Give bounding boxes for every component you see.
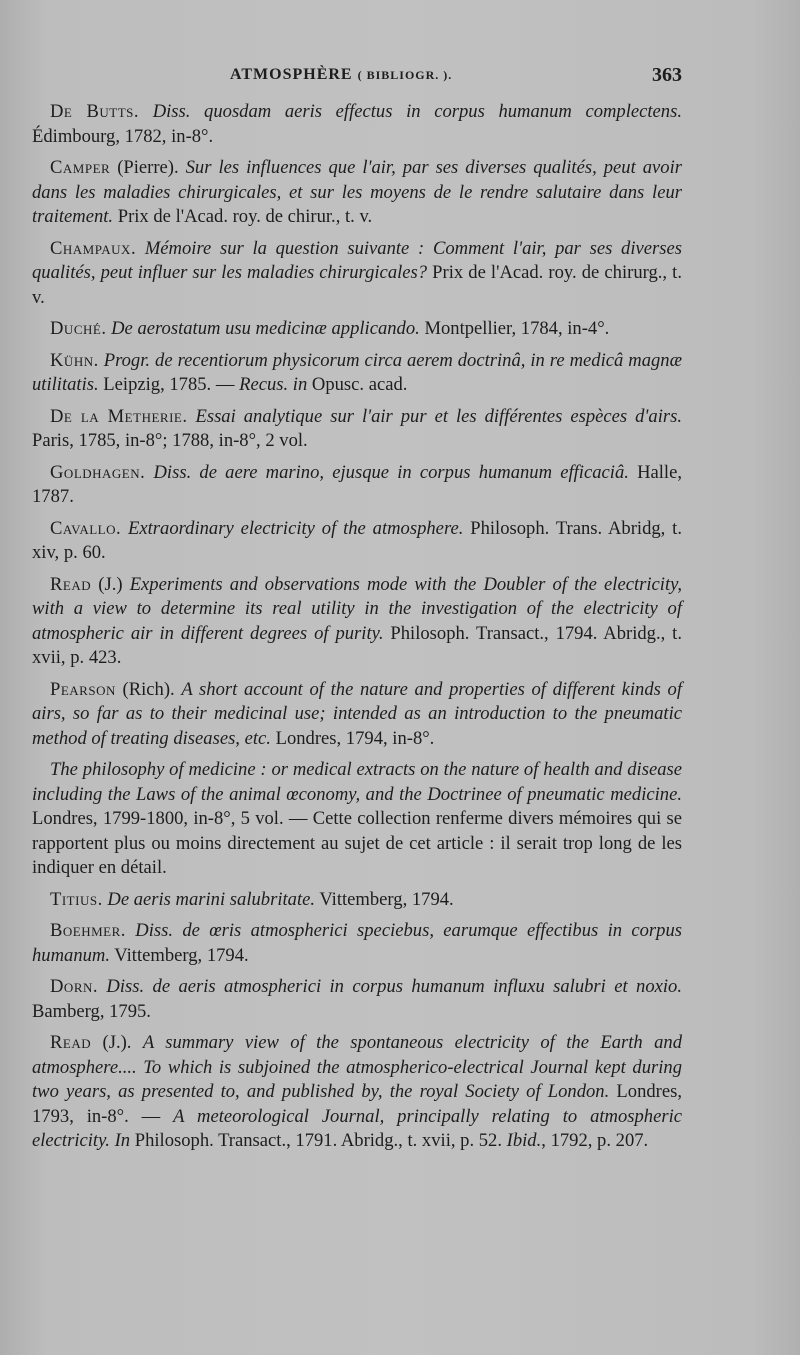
entry-title-tertiary: Ibid. xyxy=(506,1130,542,1151)
entry-imprint: Édimbourg, 1782, in-8°. xyxy=(32,125,214,147)
entry-author: De la Metherie. xyxy=(50,405,188,427)
bibliography-entry xyxy=(32,237,682,311)
entry-title-secondary: A meteorological Journal, principally relating to atmospheric electricity. In xyxy=(32,1105,682,1151)
entry-title: Diss. de œris atmospherici speciebus, earumque effectibus in corpus humanum. xyxy=(32,920,682,966)
bibliography-entry xyxy=(32,975,682,1024)
entry-author: Kühn. xyxy=(50,349,99,371)
bibliography-entry xyxy=(32,317,682,342)
bibliography-entry xyxy=(32,573,682,671)
bibliography-entry xyxy=(32,349,682,398)
bibliography-entry xyxy=(32,919,682,968)
entry-imprint: Paris, 1785, in-8°; 1788, in-8°, 2 vol. xyxy=(32,430,308,451)
entry-imprint: Halle, 1787. xyxy=(32,461,682,507)
running-title xyxy=(230,66,452,84)
entry-title: Progr. de recentiorum physicorum circa aerem doctrinâ, in re medicâ magnæ utilitatis. xyxy=(32,349,682,395)
entry-title: Sur les influences que l'air, par ses diverses qualités, peut avoir dans les maladies chirurgicales, et sur les moyens de le rendre salutaire dans leur traitement. xyxy=(32,157,682,227)
entry-imprint: Londres, 1794, in-8°. xyxy=(270,727,435,749)
entry-author: Camper xyxy=(50,157,111,178)
entry-imprint: Montpellier, 1784, in-4°. xyxy=(419,318,610,339)
entry-author: Read xyxy=(50,1032,92,1053)
entry-author-extra: (J.). xyxy=(91,1032,143,1053)
entry-imprint: Vittemberg, 1794. xyxy=(315,888,454,910)
running-title-sub: ( BIBLIOGR. ). xyxy=(357,68,453,82)
entry-author: Boehmer. xyxy=(50,920,126,941)
entry-author-extra: (Pierre). xyxy=(110,157,186,178)
entry-author: Champaux. xyxy=(50,237,137,259)
entry-author: Duché. xyxy=(50,318,107,339)
entry-imprint: Prix de l'Acad. roy. de chirur., t. v. xyxy=(113,206,373,227)
bibliography-entry xyxy=(32,100,682,149)
bibliography-entry xyxy=(32,156,682,230)
bibliography-entry xyxy=(32,1031,682,1154)
entry-imprint: Philosoph. Transact., 1794. Abridg., t. xvii, p. 423. xyxy=(32,622,683,668)
entry-author: Goldhagen. xyxy=(50,461,146,483)
entry-imprint-secondary: Philosoph. Transact., 1791. Abridg., t. xvii, p. 52. xyxy=(130,1130,507,1151)
page-header xyxy=(0,66,800,96)
entry-imprint-tertiary: , 1792, p. 207. xyxy=(541,1130,649,1151)
entry-author: De Butts. xyxy=(50,101,140,122)
page-number: 363 xyxy=(652,64,682,86)
entry-imprint: Prix de l'Acad. roy. de chirurg., t. v. xyxy=(32,262,682,308)
bibliography-list xyxy=(32,100,682,1161)
entry-author: Cavallo. xyxy=(50,517,122,539)
entry-title: Diss. de aeris atmospherici in corpus humanum influxu salubri et noxio. xyxy=(106,976,682,997)
entry-imprint: Bamberg, 1795. xyxy=(32,1000,151,1022)
entry-title: Essai analytique sur l'air pur et les différentes espèces d'airs. xyxy=(195,405,682,427)
entry-title: Experiments and observations mode with the Doubler of the electricity, with a view to determine its real utility in the investigation of the electricity of atmospheric air in different degrees of purity. xyxy=(32,573,682,644)
entry-title: A short account of the nature and properties of different kinds of airs, so far as to their medicinal use; intended as an introduction to the pneumatic method of treating diseases, etc. xyxy=(32,678,682,749)
bibliography-entry xyxy=(32,888,682,913)
entry-title: Diss. quosdam aeris effectus in corpus humanum complectens. xyxy=(152,101,682,122)
bibliography-entry xyxy=(32,758,682,881)
running-title-main: ATMOSPHÈRE xyxy=(230,66,353,83)
entry-imprint: Leipzig, 1785. — xyxy=(98,374,240,395)
entry-title: A summary view of the spontaneous electricity of the Earth and atmosphere.... To which is subjoined the atmospherico-electrical Journal kept during two years, as presented to, and published by, the royal Society of London. xyxy=(32,1032,682,1102)
entry-imprint: Londres, 1793, in-8°. — xyxy=(32,1081,682,1127)
entry-author-extra: (J.) xyxy=(91,573,130,595)
entry-imprint: Londres, 1799-1800, in-8°, 5 vol. — Cette collection renferme divers mémoires qui se rapportent plus ou moins directement au sujet de cet article : il serait trop long de les indiquer en détail. xyxy=(32,808,682,878)
entry-title: Extraordinary electricity of the atmosphere. xyxy=(128,517,464,539)
entry-title: Diss. de aere marino, ejusque in corpus humanum efficaciâ. xyxy=(153,461,629,483)
bibliography-entry xyxy=(32,517,682,566)
bibliography-entry xyxy=(32,405,682,454)
bibliography-entry xyxy=(32,461,682,510)
entry-imprint-secondary: Opusc. acad. xyxy=(307,374,408,395)
entry-author-extra: (Rich). xyxy=(115,678,182,700)
entry-title: Mémoire sur la question suivante : Comment l'air, par ses diverses qualités, peut influer sur les maladies chirurgicales? xyxy=(32,237,682,283)
entry-title: De aerostatum usu medicinæ applicando. xyxy=(111,318,420,339)
entry-author: Pearson xyxy=(50,678,116,700)
entry-title: De aeris marini salubritate. xyxy=(107,888,316,910)
bibliography-entry xyxy=(32,678,682,752)
entry-author: Dorn. xyxy=(50,976,99,997)
entry-title-secondary: Recus. in xyxy=(239,374,308,395)
entry-imprint: Philosoph. Trans. Abridg, t. xiv, p. 60. xyxy=(32,517,682,563)
entry-imprint: Vittemberg, 1794. xyxy=(110,944,249,966)
entry-author: Read xyxy=(50,573,92,595)
entry-title: The philosophy of medicine : or medical extracts on the nature of health and disease including the Laws of the animal œconomy, and the Doctrinee of pneumatic medicine. xyxy=(32,759,682,805)
entry-author: Titius. xyxy=(50,888,103,910)
